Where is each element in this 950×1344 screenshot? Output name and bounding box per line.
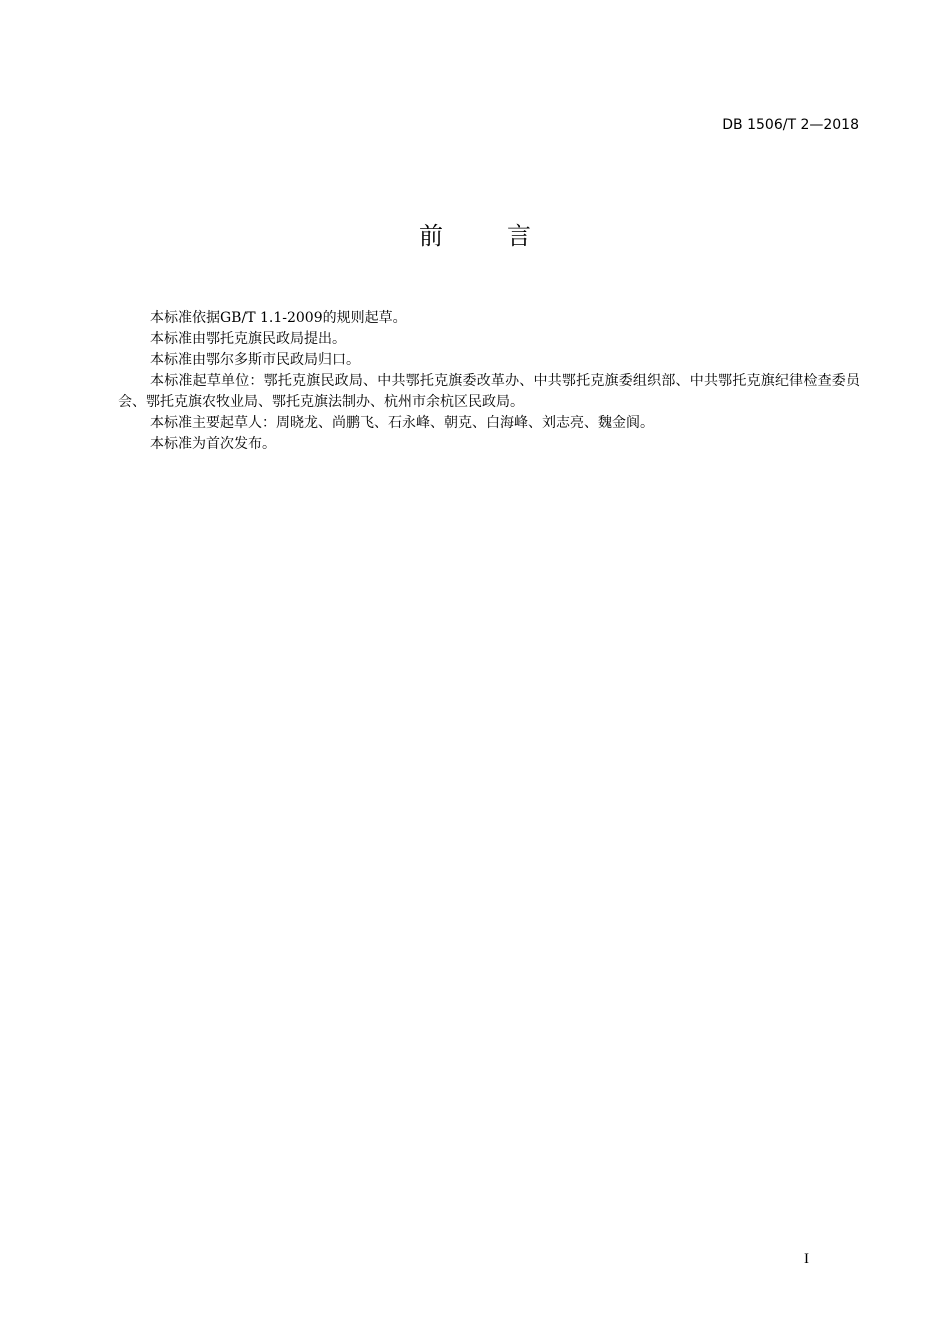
paragraph-drafters: 本标准主要起草人：周晓龙、尚鹏飞、石永峰、朝克、白海峰、刘志亮、魏金阆。	[150, 415, 654, 431]
section-title-char-1: 前	[419, 222, 443, 250]
section-title	[0, 220, 950, 252]
paragraph-first-release: 本标准为首次发布。	[150, 436, 276, 452]
document-code: DB 1506/T 2—2018	[722, 117, 859, 133]
paragraph-proposer: 本标准由鄂托克旗民政局提出。	[150, 331, 346, 347]
section-title-char-2: 言	[507, 222, 531, 250]
paragraph-drafting-rules: 本标准依据GB/T 1.1-2009的规则起草。	[150, 310, 407, 326]
foreword-body	[118, 308, 860, 455]
page-number: I	[804, 1251, 809, 1267]
paragraph-drafting-units: 本标准起草单位：鄂托克旗民政局、中共鄂托克旗委改革办、中共鄂托克旗委组织部、中共鄂托克旗纪律检查委员会、鄂托克旗农牧业局、鄂托克旗法制办、杭州市余杭区民政局。	[118, 373, 860, 410]
paragraph-centralized-unit: 本标准由鄂尔多斯市民政局归口。	[150, 352, 360, 368]
